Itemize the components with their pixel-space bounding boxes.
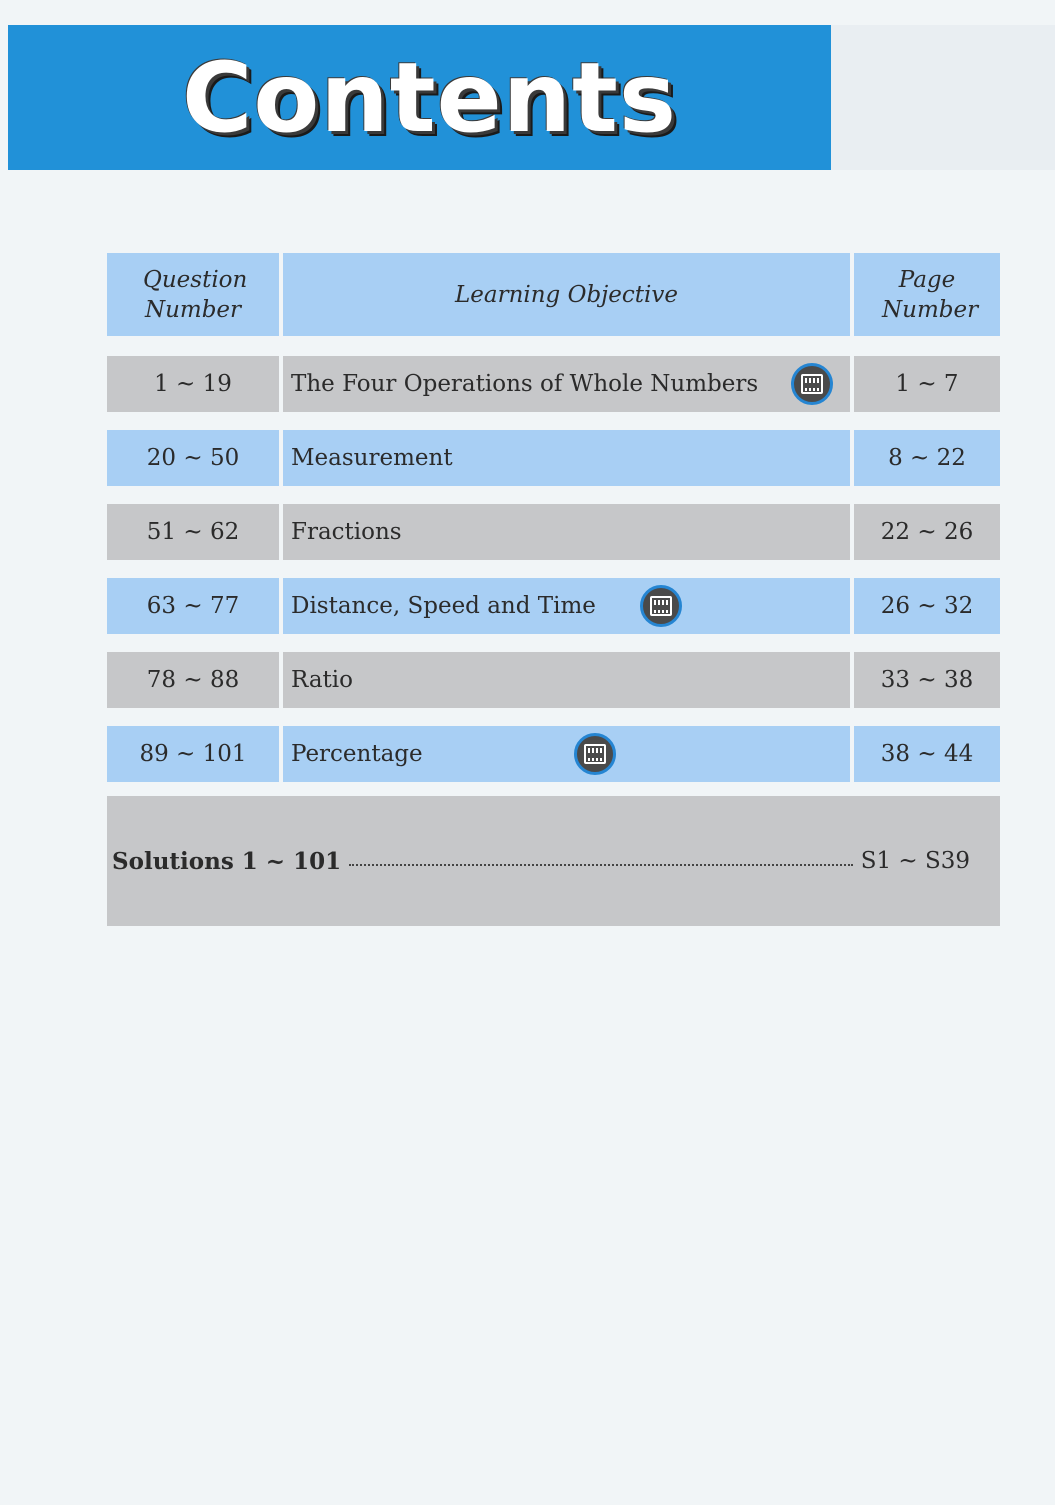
page-range: 8 ~ 22 (854, 430, 1000, 486)
header-page-number: Page Number (854, 253, 1000, 336)
table-header (107, 253, 1000, 336)
question-range: 63 ~ 77 (107, 578, 279, 634)
page-range: 22 ~ 26 (854, 504, 1000, 560)
calculator-icon (574, 733, 616, 775)
learning-objective: Distance, Speed and Time (283, 578, 850, 634)
question-range: 51 ~ 62 (107, 504, 279, 560)
contents-table (107, 253, 1000, 800)
table-row (107, 356, 1000, 412)
question-range: 78 ~ 88 (107, 652, 279, 708)
question-range: 20 ~ 50 (107, 430, 279, 486)
page-title: Contents (181, 41, 678, 154)
page-range: 33 ~ 38 (854, 652, 1000, 708)
dot-leader (349, 864, 853, 866)
page-range: 38 ~ 44 (854, 726, 1000, 782)
solutions-label: Solutions 1 ~ 101 (112, 847, 342, 875)
header-question-number: Question Number (107, 253, 279, 336)
learning-objective: The Four Operations of Whole Numbers (283, 356, 850, 412)
table-row (107, 726, 1000, 782)
table-row (107, 504, 1000, 560)
table-row (107, 578, 1000, 634)
contents-banner (8, 25, 831, 170)
calculator-icon (791, 363, 833, 405)
header-learning-objective: Learning Objective (283, 253, 850, 336)
banner-bleed-area (831, 25, 1055, 170)
table-row (107, 652, 1000, 708)
calculator-icon (640, 585, 682, 627)
learning-objective: Ratio (283, 652, 850, 708)
learning-objective: Fractions (283, 504, 850, 560)
learning-objective: Percentage (283, 726, 850, 782)
page-range: 1 ~ 7 (854, 356, 1000, 412)
page-range: 26 ~ 32 (854, 578, 1000, 634)
learning-objective: Measurement (283, 430, 850, 486)
question-range: 1 ~ 19 (107, 356, 279, 412)
solutions-row (107, 796, 1000, 926)
solutions-pages: S1 ~ S39 (860, 848, 970, 874)
question-range: 89 ~ 101 (107, 726, 279, 782)
table-row (107, 430, 1000, 486)
